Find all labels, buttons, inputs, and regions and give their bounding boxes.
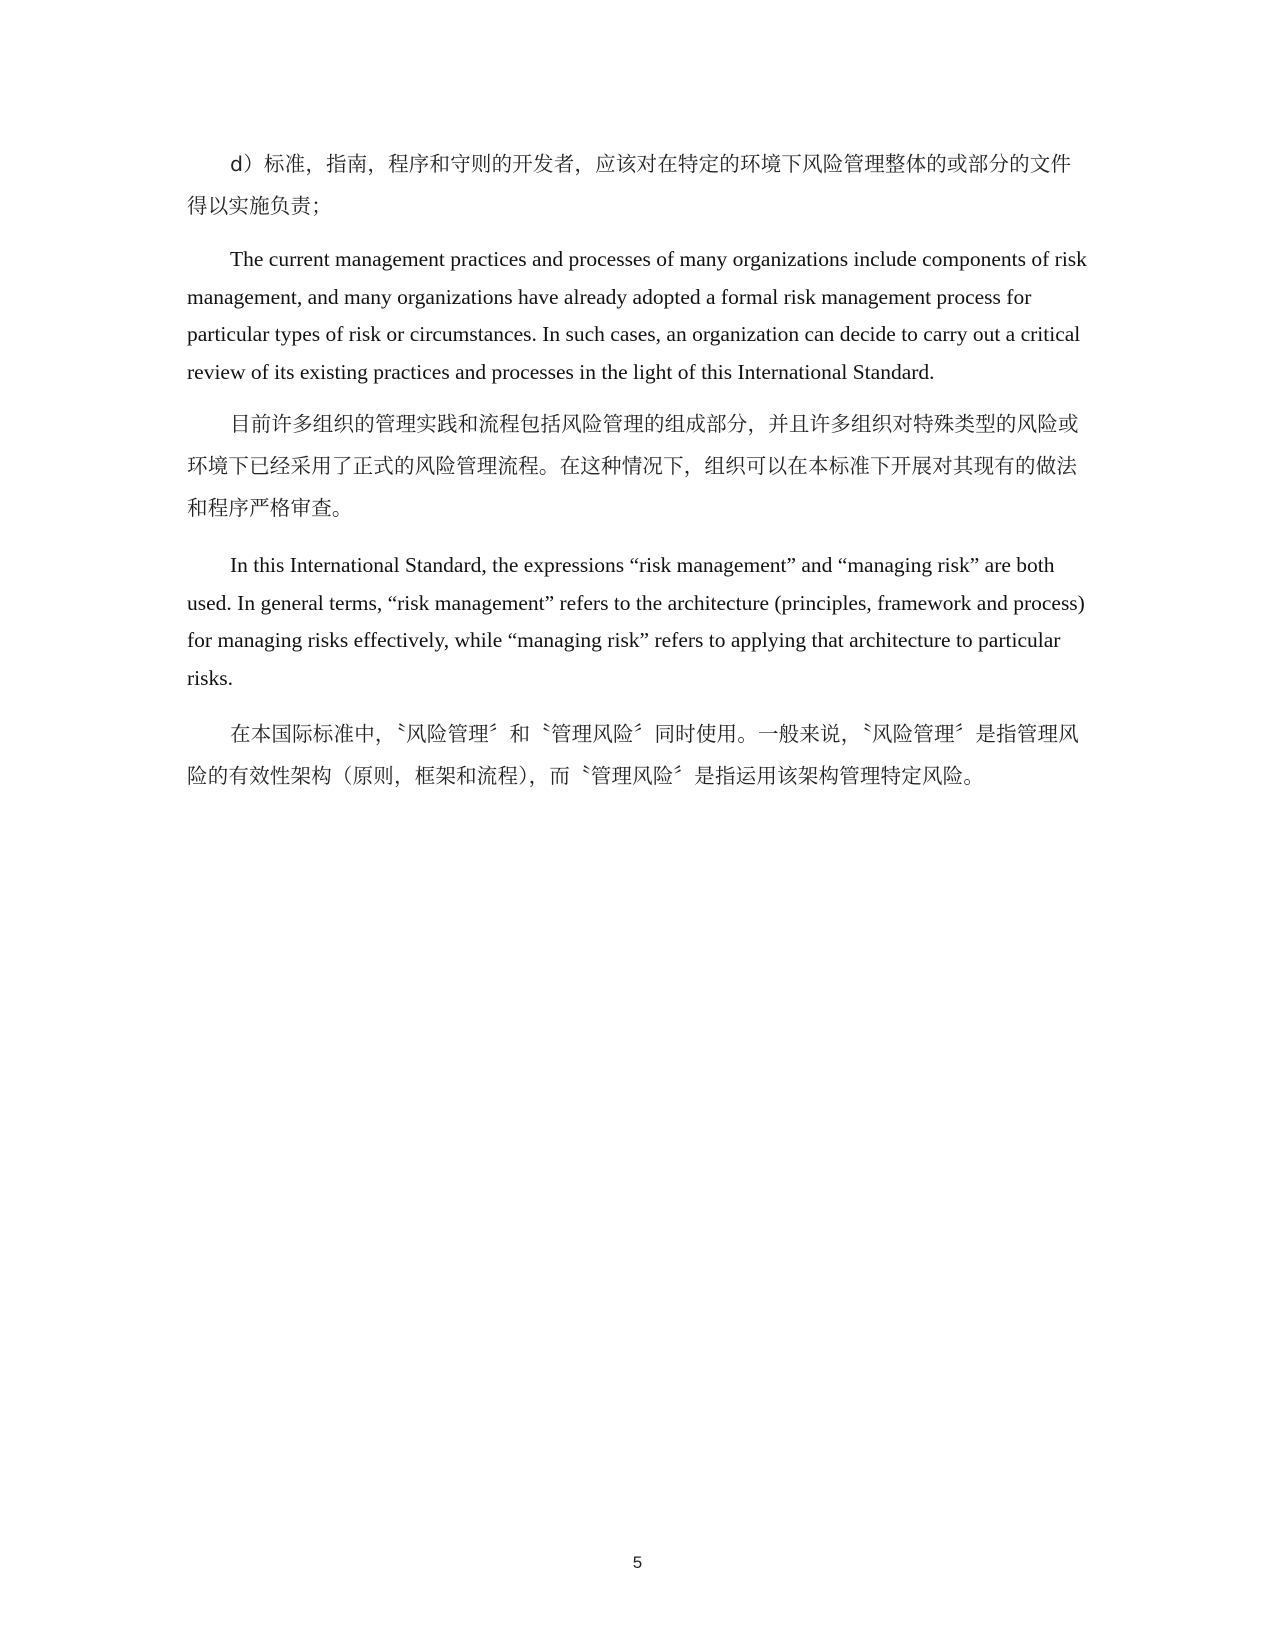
paragraph-standards-developers-zh: d）标准，指南，程序和守则的开发者，应该对在特定的环境下风险管理整体的或部分的文件得以实施负责； [187,152,1072,218]
paragraph-current-practices-zh: 目前许多组织的管理实践和流程包括风险管理的组成部分，并且许多组织对特殊类型的风险或环境下已经采用了正式的风险管理流程。在这种情况下，组织可以在本标准下开展对其现有的做法和程序严格审查。 [187,412,1079,520]
paragraph-expressions-zh: 在本国际标准中，〝风险管理〞和〝管理风险〞同时使用。一般来说，〝风险管理〞是指管理风险的有效性架构（原则，框架和流程），而〝管理风险〞是指运用该架构管理特定风险。 [187,722,1079,788]
page-number: 5 [632,1553,643,1572]
document-body [187,143,1087,797]
paragraph-current-practices-en: The current management practices and processes of many organizations include components of risk management, and many organizations have already adopted a formal risk management process for particular types of risk or circumstances. In such cases, an organization can decide to carry out a critical review of its existing practices and processes in the light of this International Standard. [187,247,1087,384]
paragraph-expressions-en: In this International Standard, the expressions “risk management” and “managing risk” are both used. In general terms, “risk management” refers to the architecture (principles, framework and process) for managing risks effectively, while “managing risk” refers to applying that architecture to particular risks. [187,553,1085,690]
